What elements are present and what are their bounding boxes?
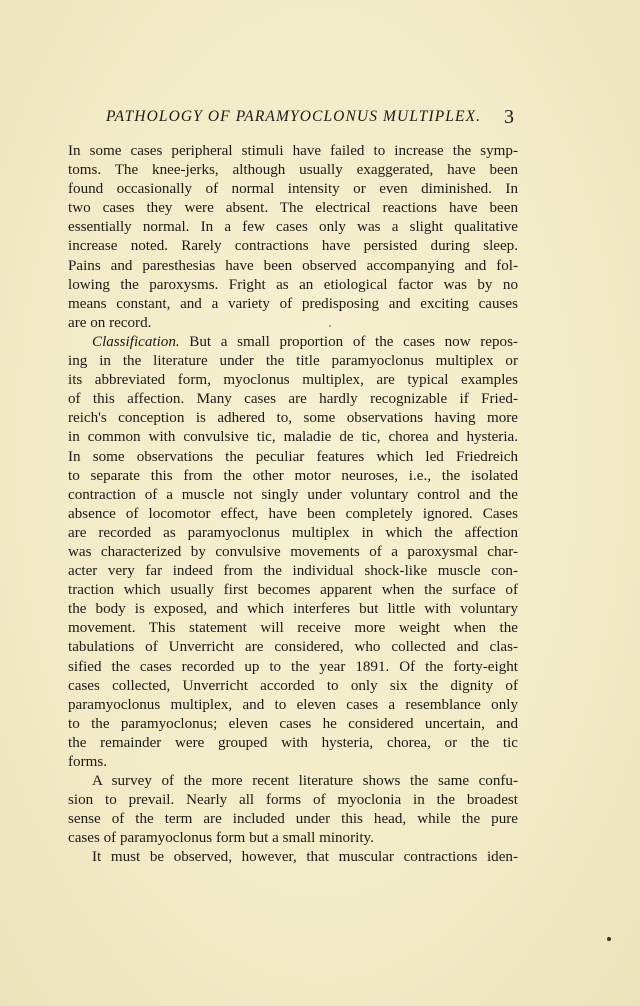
paper-speck xyxy=(329,325,331,327)
running-title: PATHOLOGY OF PARAMYOCLONUS MULTIPLEX. xyxy=(106,108,482,125)
running-head xyxy=(68,108,518,134)
text-fragment: But a small proportion of the cases now repos- xyxy=(179,333,518,350)
text-line: sense of the term are included under this head, while the pure xyxy=(68,811,518,828)
text-line: are recorded as paramyoclonus multiplex in which the affection xyxy=(68,524,518,541)
text-line: two cases they were absent. The electrical reactions have been xyxy=(68,200,518,217)
text-line: Pains and paresthesias have been observed accompanying and fol- xyxy=(68,257,518,274)
text-line: ing in the literature under the title paramyoclonus multiplex or xyxy=(68,353,518,370)
page-number: 3 xyxy=(504,106,514,128)
text-line: cases of paramyoclonus form but a small minority. xyxy=(68,830,374,847)
text-line: paramyoclonus multiplex, and to eleven cases a resemblance only xyxy=(68,696,518,713)
text-line: reich's conception is adhered to, some observations having more xyxy=(68,410,518,427)
text-line: its abbreviated form, myoclonus multiplex, are typical examples xyxy=(68,372,518,389)
text-line: movement. This statement will receive more weight when the xyxy=(68,620,518,637)
text-line: means constant, and a variety of predisposing and exciting causes xyxy=(68,295,518,312)
text-line: the body is exposed, and which interferes but little with voluntary xyxy=(68,601,518,618)
text-line: lowing the paroxysms. Fright as an etiological factor was by no xyxy=(68,276,518,293)
text-line: to the paramyoclonus; eleven cases he considered uncertain, and xyxy=(68,715,518,732)
text-line: increase noted. Rarely contractions have persisted during sleep. xyxy=(68,238,518,255)
text-line: In some observations the peculiar features which led Friedreich xyxy=(68,448,518,465)
text-line: of this affection. Many cases are hardly recognizable if Fried- xyxy=(68,391,518,408)
text-line: to separate this from the other motor neuroses, i.e., the isolated xyxy=(68,467,518,484)
section-lead-classification: Classification. xyxy=(92,333,180,350)
text-line: contraction of a muscle not singly under voluntary control and the xyxy=(68,486,518,503)
text-line: It must be observed, however, that muscular contractions iden- xyxy=(92,849,518,866)
text-line: In some cases peripheral stimuli have failed to increase the symp- xyxy=(68,143,518,159)
text-line: toms. The knee-jerks, although usually exaggerated, have been xyxy=(68,162,518,179)
text-line: was characterized by convulsive movements of a paroxysmal char- xyxy=(68,543,518,560)
text-line: the remainder were grouped with hysteria, chorea, or the tic xyxy=(68,734,518,751)
text-line: sion to prevail. Nearly all forms of myoclonia in the broadest xyxy=(68,792,518,809)
text-line: found occasionally of normal intensity or even diminished. In xyxy=(68,181,518,198)
text-line: cases collected, Unverricht accorded to only six the dignity of xyxy=(68,677,518,694)
text-line: traction which usually first becomes apparent when the surface of xyxy=(68,582,518,599)
text-line: A survey of the more recent literature shows the same confu- xyxy=(92,773,518,790)
text-line: in common with convulsive tic, maladie de tic, chorea and hysteria. xyxy=(68,429,518,446)
text-line: sified the cases recorded up to the year 1891. Of the forty-eight xyxy=(68,658,518,675)
paper-speck xyxy=(607,937,611,941)
body-text xyxy=(68,142,518,868)
text-line xyxy=(68,333,518,352)
text-line: absence of locomotor effect, have been completely ignored. Cases xyxy=(68,505,518,522)
text-line: tabulations of Unverricht are considered, who collected and clas- xyxy=(68,639,518,656)
text-line: acter very far indeed from the individual shock-like muscle con- xyxy=(68,563,518,580)
text-line: essentially normal. In a few cases only was a slight qualitative xyxy=(68,219,518,236)
text-line: are on record. xyxy=(68,314,152,331)
text-line: forms. xyxy=(68,754,107,770)
